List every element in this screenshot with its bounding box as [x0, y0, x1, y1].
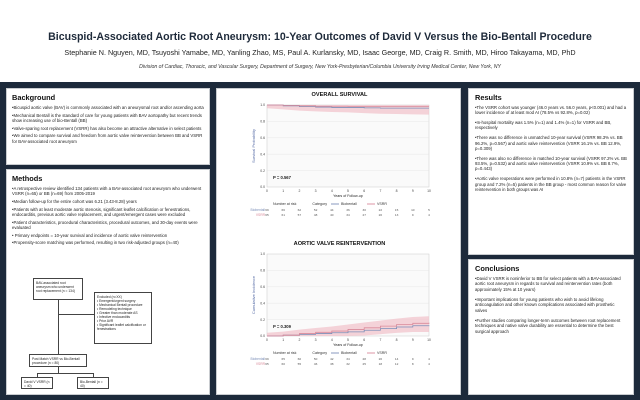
risk-count: 69 [265, 357, 269, 361]
risk-count: 4 [428, 362, 430, 366]
risk-count: 27 [362, 213, 366, 217]
results-section [468, 88, 634, 255]
x-tick-label: 7 [379, 338, 382, 342]
bullet: •Aortic valve reoperations were performed in 10.8% (n=7) patients in the VSRR group and 7.2% (n=5) patients in the BB group - most common reason for valve reintervention in both groups was AI [475, 176, 627, 192]
y-tick-label: 0.0 [260, 185, 265, 190]
poster-header [0, 0, 640, 82]
excluded-item: • Infective endocarditis [97, 314, 131, 319]
risk-count: 65 [265, 362, 269, 366]
x-tick-label: 1 [282, 189, 285, 193]
x-axis-label: Years of Follow-up [333, 194, 363, 198]
bullet: •A retrospective review identified 134 patients with a BAV-associated root aneurysm who underwent VSRR (n=65) or BB (n=69) from 2005-2019 [12, 186, 202, 197]
affiliation: Division of Cardiac, Thoracic, and Vascular Surgery, Department of Surgery, New York-Presbyterian/Columbia University Irving Medical Center, New York, NY [139, 64, 501, 70]
bullet: • Primary endpoints = 10-year survival and incidence of aortic valve reintervention [12, 232, 168, 238]
risk-count: 65 [281, 357, 285, 361]
risk-count: 55 [297, 362, 302, 366]
x-tick-label: 1 [282, 338, 285, 342]
excluded-item: • Emergent/urgent surgery [97, 298, 136, 303]
x-tick-label: 8 [395, 189, 398, 193]
bullet: •In-hospital mortality was 1.5% (n=1) and 1.4% (n=1) for VSRR and BB, respectively [475, 120, 612, 131]
excluded-item: • Mechanical Bentall procedure [97, 302, 143, 307]
risk-count: 13 [394, 213, 399, 217]
x-tick-label: 10 [427, 338, 431, 342]
p-value-annotation: P = 0.567 [273, 175, 291, 180]
charts-section [216, 88, 461, 395]
flow-biobentall-box: Bio-Bentall (n = 40) [77, 377, 109, 389]
risk-count: 9 [411, 357, 414, 361]
flow-excluded-box [94, 292, 152, 344]
excluded-item: • Greater than moderate AS [97, 310, 138, 315]
y-tick-label: 0.2 [260, 168, 265, 173]
risk-row-label: VSRR [255, 213, 265, 217]
y-tick-label: 0.0 [260, 334, 265, 339]
risk-count: 48 [313, 213, 318, 217]
risk-row-label: VSRR [255, 362, 265, 366]
risk-count: 69 [265, 208, 269, 212]
conclusions-section [468, 259, 634, 395]
y-tick-label: 0.4 [260, 152, 265, 157]
bullet: •We aimed to compare survival and freedom from aortic valve reintervention between BB and VSRR for BAV-associated root aneurysm [12, 133, 203, 144]
risk-count: 44 [330, 208, 334, 212]
risk-count: 50 [313, 357, 318, 361]
y-tick-label: 1.0 [260, 103, 265, 108]
legend-entry: Biobentall [341, 202, 357, 207]
bullet: •Propensity-score matching was performed, resulting in two risk-adjusted groups (n=40) [12, 240, 179, 246]
reintervention-chart [217, 248, 461, 394]
bullet: •There was also no difference in matched 10-year survival (VSRR 97.2% vs. BB 93.5%, p=0.532) and aortic valve reintervention (VSRR 10.9% vs. BB 8.7%, p=0.443) [475, 155, 627, 172]
bullet: •Patients with at least moderate aortic stenosis, significant leaflet calcification or fenestrations, endocarditis, previous aortic valve replacement, and urgent/emergent cases were excluded [12, 206, 191, 217]
x-tick-label: 9 [411, 189, 414, 193]
background-section [6, 88, 210, 165]
bullet: •Mechanical Bentall is the standard of care for young patients with BAV aortopathy but recent trends show increasing use of bio-Bentall (BB) [12, 112, 202, 123]
risk-count: 38 [330, 362, 334, 366]
excluded-item: • Significant leaflet calcification or fenestrations [97, 322, 146, 331]
bullet: •There was no difference in unmatched 10-year survival (VSRR 98.3% vs. BB 96.2%, p=0.567) and aortic valve reintervention (VSRR 16.1% vs. BB 12.9%, p=0.309) [475, 135, 623, 151]
risk-count: 12 [394, 362, 399, 366]
flow-matched-box: Post Match VSRR vs Bio-Bentall procedure (n = 80) [29, 354, 87, 367]
risk-count: 25 [362, 362, 366, 366]
y-axis-label: Cumulative Incidence [251, 275, 256, 315]
poster-title: Bicuspid-Associated Aortic Root Aneurysm: 10-Year Outcomes of David V Versus the Bio-Bentall Procedure [48, 31, 592, 43]
x-tick-label: 0 [266, 338, 268, 342]
risk-count: 9 [411, 213, 414, 217]
y-axis-label: Survival Probability [251, 128, 256, 164]
section-heading: Conclusions [475, 264, 520, 273]
x-tick-label: 10 [427, 189, 431, 193]
legend-title: Category [312, 351, 327, 356]
risk-count: 4 [428, 213, 430, 217]
x-tick-label: 9 [411, 338, 414, 342]
bullet: •Valve-sparing root replacement (VSRR) has also become an attractive alternative in select patients [12, 125, 202, 131]
x-tick-label: 2 [298, 338, 301, 342]
x-tick-label: 5 [347, 338, 349, 342]
x-tick-label: 6 [363, 338, 366, 342]
risk-count: 36 [346, 208, 350, 212]
bullet: •Bicuspid aortic valve (BAV) is commonly associated with an aneurysmal root and/or ascending aorta [12, 105, 204, 110]
x-tick-label: 4 [330, 189, 333, 193]
legend-entry: Biobentall [341, 351, 357, 356]
x-tick-label: 7 [379, 189, 382, 193]
risk-count: 22 [378, 208, 383, 212]
risk-count: 32 [346, 362, 350, 366]
section-heading: Background [12, 93, 56, 102]
author-list: Stephanie N. Nguyen, MD, Tsuyoshi Yamabe, MD, Yanling Zhao, MS, Paul A. Kurlansky, MD, Isaac George, MD, Craig R. Smith, MD, Hiroo Takayama, MD, PhD [64, 48, 576, 57]
y-tick-label: 0.8 [260, 119, 265, 124]
methods-section [6, 169, 210, 395]
y-tick-label: 0.6 [260, 285, 265, 289]
risk-count: 34 [346, 213, 350, 217]
flow-connector [37, 373, 93, 374]
risk-count: 52 [313, 208, 318, 212]
x-tick-label: 2 [298, 189, 301, 193]
risk-table-label: Number at risk [273, 202, 297, 207]
chart-title-survival: OVERALL SURVIVAL [311, 92, 368, 98]
risk-count: 42 [330, 357, 334, 361]
risk-count: 60 [297, 357, 302, 361]
risk-count: 61 [281, 213, 285, 217]
y-tick-label: 0.6 [260, 136, 265, 140]
bullet: •David V VSRR is noninferior to BB for select patients with a BAV-associated aortic root aneurysm in regards to survival and reintervention rates (both approximately 15% at 10 years) [475, 276, 621, 292]
risk-table-label: Number at risk [273, 351, 297, 356]
risk-count: 20 [378, 213, 383, 217]
x-tick-label: 3 [314, 189, 317, 193]
risk-count: 60 [281, 362, 285, 366]
y-tick-label: 0.8 [260, 268, 265, 273]
bullet: •Patient characteristics, procedural characteristics, procedural outcomes, and 30-day events were evaluated [12, 219, 198, 230]
excluded-title: Excluded (n=XX) [97, 294, 122, 299]
risk-count: 10 [411, 208, 415, 212]
x-tick-label: 8 [395, 338, 398, 342]
risk-count: 57 [297, 213, 302, 217]
excluded-item: • Prior AVR [97, 318, 114, 323]
section-heading: Results [475, 93, 502, 102]
bullet: •Further studies comparing longer-term outcomes between root replacement techniques and native valve durability are essential to determine the best surgical approach [475, 318, 621, 334]
p-value-annotation: P = 0.309 [273, 324, 291, 329]
section-heading: Methods [12, 174, 43, 183]
risk-count: 20 [378, 357, 383, 361]
x-tick-label: 4 [330, 338, 333, 342]
y-tick-label: 0.4 [260, 301, 265, 306]
risk-count: 40 [330, 213, 334, 217]
risk-count: 15 [394, 208, 399, 212]
plot-area [267, 105, 429, 187]
bullet: •Median follow-up for the entire cohort was 6.21 (3.43-8.28) years [12, 198, 137, 204]
consort-flow-diagram [15, 274, 203, 390]
risk-count: 28 [362, 357, 366, 361]
flow-vsrr-box: David V VSRR (n = 40) [21, 377, 53, 389]
risk-count: 65 [265, 213, 269, 217]
legend-title: Category [312, 202, 327, 207]
risk-count: 66 [281, 208, 285, 212]
y-tick-label: 0.2 [260, 317, 265, 322]
chart-title-reintervention: AORTIC VALVE REINTERVENTION [293, 241, 386, 247]
risk-row-label: Biobentall [250, 357, 265, 361]
flow-connector [58, 300, 59, 354]
legend-entry: VSRR [377, 202, 387, 207]
risk-count: 30 [362, 208, 366, 212]
bullet: •Important implications for young patients who wish to avoid lifelong anticoagulation and other known complications associated with prosthetic valves [475, 297, 615, 313]
legend-entry: VSRR [377, 351, 387, 356]
x-tick-label: 3 [314, 338, 317, 342]
risk-count: 18 [378, 362, 383, 366]
risk-count: 46 [313, 362, 318, 366]
x-tick-label: 0 [266, 189, 268, 193]
risk-count: 34 [346, 357, 350, 361]
survival-chart [217, 99, 461, 247]
y-tick-label: 1.0 [260, 252, 265, 257]
risk-count: 62 [297, 208, 302, 212]
x-axis-label: Years of Follow-up [333, 343, 363, 347]
risk-count: 8 [411, 362, 414, 366]
bullet: •The VSRR cohort was younger (46.0 years vs. 56.0 years, p<0.001) and had a lower incidence of at least mod AI (78.5% vs 92.8%, p=0.02) [475, 105, 627, 116]
risk-count: 4 [428, 357, 430, 361]
x-tick-label: 5 [347, 189, 349, 193]
flow-connector [58, 314, 94, 315]
flow-start-box: BAV-associated root aneurysm who underwent root replacement (n = 134) [33, 278, 83, 300]
x-tick-label: 6 [363, 189, 366, 193]
excluded-item: • Remodeling technique [97, 306, 132, 311]
risk-row-label: Biobentall [250, 208, 265, 212]
risk-count: 14 [394, 357, 399, 361]
risk-count: 5 [428, 208, 430, 212]
